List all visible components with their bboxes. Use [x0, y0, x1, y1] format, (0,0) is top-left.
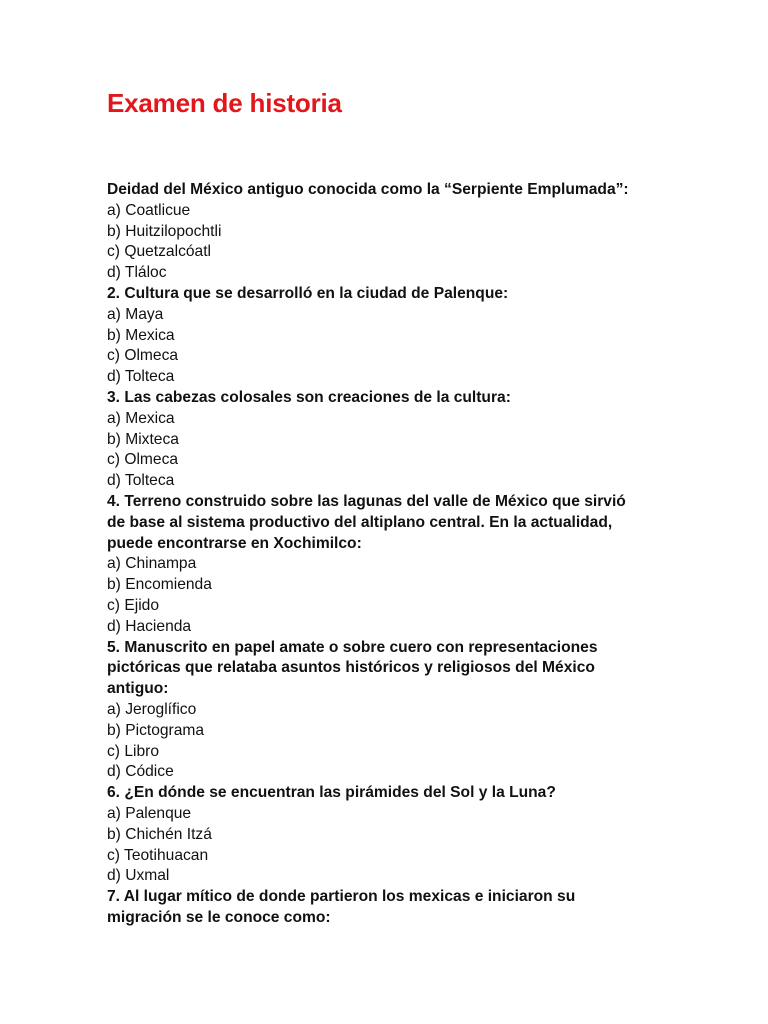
- answer-option: b) Mexica: [107, 326, 175, 344]
- answer-option: d) Tolteca: [107, 472, 175, 490]
- answer-option: b) Encomienda: [107, 576, 212, 594]
- question-1: [107, 180, 667, 284]
- question-text: 3. Las cabezas colosales son creaciones de la cultura:: [107, 388, 511, 406]
- answer-option: b) Pictograma: [107, 721, 205, 739]
- question-7: [107, 887, 667, 929]
- answer-option: c) Quetzalcóatl: [107, 243, 212, 261]
- page-title: Examen de historia: [107, 88, 342, 118]
- question-text: 5. Manuscrito en papel amate o sobre cuero con representaciones: [107, 638, 598, 656]
- question-text: Deidad del México antiguo conocida como la “Serpiente Emplumada”:: [107, 181, 629, 198]
- answer-option: a) Coatlicue: [107, 201, 191, 219]
- question-text: migración se le conoce como:: [107, 908, 331, 926]
- question-list: [107, 180, 667, 929]
- answer-option: c) Ejido: [107, 596, 159, 614]
- answer-option: c) Olmeca: [107, 347, 179, 365]
- answer-option: b) Chichén Itzá: [107, 825, 212, 843]
- question-6: [107, 783, 667, 887]
- question-text: de base al sistema productivo del altiplano central. En la actualidad,: [107, 513, 613, 531]
- answer-option: c) Teotihuacan: [107, 846, 209, 864]
- question-3: [107, 388, 667, 492]
- question-2: [107, 284, 667, 388]
- question-4: [107, 492, 667, 638]
- answer-option: d) Tláloc: [107, 264, 167, 282]
- answer-option: d) Hacienda: [107, 617, 192, 635]
- question-text: antiguo:: [107, 680, 169, 698]
- answer-option: d) Tolteca: [107, 368, 175, 386]
- answer-option: b) Mixteca: [107, 430, 179, 448]
- answer-option: d) Uxmal: [107, 867, 170, 885]
- question-text: 7. Al lugar mítico de donde partieron los mexicas e iniciaron su: [107, 888, 576, 906]
- question-text: 2. Cultura que se desarrolló en la ciudad de Palenque:: [107, 284, 509, 302]
- answer-option: c) Olmeca: [107, 451, 179, 469]
- question-text: pictóricas que relataba asuntos históricos y religiosos del México: [107, 659, 595, 677]
- answer-option: a) Mexica: [107, 409, 175, 427]
- answer-option: b) Huitzilopochtli: [107, 222, 222, 240]
- answer-option: d) Códice: [107, 763, 174, 781]
- answer-option: a) Maya: [107, 305, 164, 323]
- question-5: [107, 638, 667, 784]
- answer-option: c) Libro: [107, 742, 159, 760]
- question-text: puede encontrarse en Xochimilco:: [107, 534, 362, 552]
- question-text: 4. Terreno construido sobre las lagunas del valle de México que sirvió: [107, 492, 626, 510]
- answer-option: a) Palenque: [107, 804, 192, 822]
- answer-option: a) Chinampa: [107, 555, 197, 573]
- answer-option: a) Jeroglífico: [107, 700, 197, 718]
- question-text: 6. ¿En dónde se encuentran las pirámides del Sol y la Luna?: [107, 784, 556, 802]
